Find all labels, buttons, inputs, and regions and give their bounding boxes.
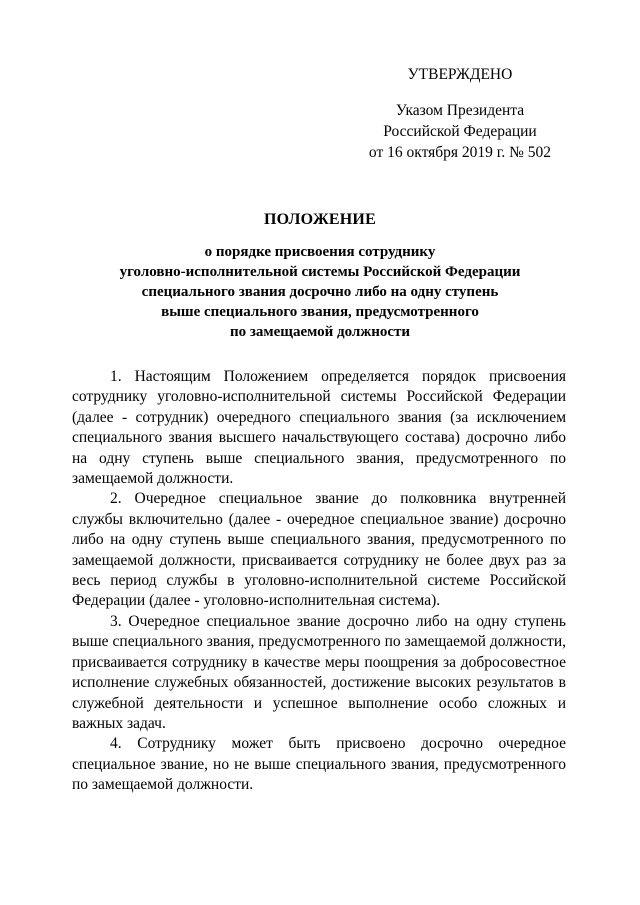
approval-line-date-number: от 16 октября 2019 г. № 502 bbox=[368, 144, 552, 161]
paragraph-1: 1. Настоящим Положением определяется порядок присвоения сотруднику уголовно-исполнительной системы Российской Федерации (далее - сотрудник) очередного специального звания (за исключением специального звания высшего начальствующего состава) досрочно либо на одну ступень выше специального звания, предусмотренного по замещаемой должности. bbox=[72, 368, 566, 488]
document-title: ПОЛОЖЕНИЕ bbox=[264, 211, 376, 228]
subtitle-line: специального звания досрочно либо на одну ступень bbox=[141, 284, 499, 300]
subtitle-line: выше специального звания, предусмотренного bbox=[161, 304, 479, 320]
subtitle-line: о порядке присвоения сотруднику bbox=[204, 244, 436, 260]
approved-heading: УТВЕРЖДЕНО bbox=[407, 66, 513, 83]
approval-line-decree: Указом Президента bbox=[395, 102, 525, 119]
subtitle-line: по замещаемой должности bbox=[229, 324, 411, 340]
document-body bbox=[72, 367, 566, 796]
paragraph-2: 2. Очередное специальное звание до полковника внутренней службы включительно (далее - очередное специальное звание) досрочно либо на одну ступень выше специального звания, предусмотренного по замещаемой должности, присваивается сотруднику не более двух раз за весь период службы в уголовно-исполнительной системе Российской Федерации (далее - уголовно-исполнительная система). bbox=[72, 490, 566, 610]
approval-stamp bbox=[350, 64, 570, 163]
document-title-block bbox=[60, 210, 580, 342]
subtitle-line: уголовно-исполнительной системы Российской Федерации bbox=[119, 264, 521, 280]
paragraph-4: 4. Сотруднику может быть присвоено досрочно очередное специальное звание, но не выше специального звания, предусмотренного по замещаемой должности. bbox=[72, 735, 566, 794]
paragraph-3: 3. Очередное специальное звание досрочно либо на одну ступень выше специального звания, предусмотренного по замещаемой должности, присваивается сотруднику в качестве меры поощрения за добросовестное исполнение служебных обязанностей, достижение высоких результатов в служебной деятельности и успешное выполнение особо сложных и важных задач. bbox=[72, 612, 566, 732]
approval-line-country: Российской Федерации bbox=[383, 123, 537, 140]
